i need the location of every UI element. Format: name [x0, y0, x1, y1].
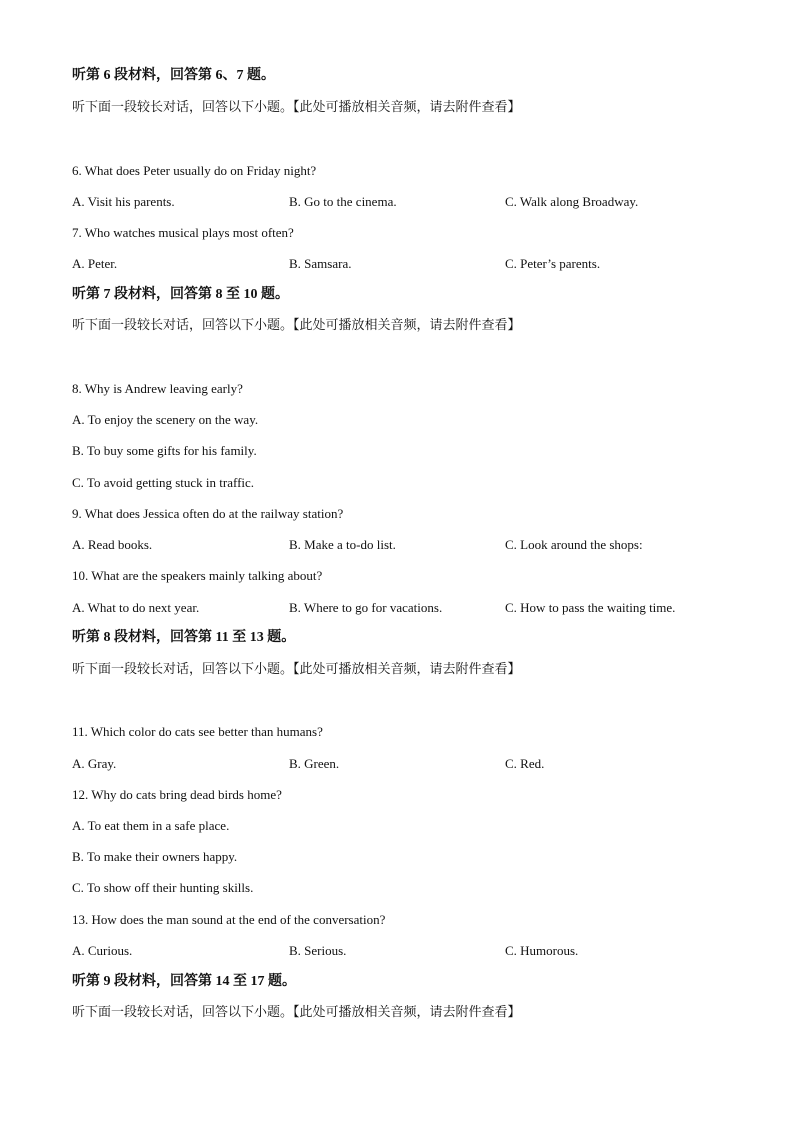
option-c: C. Humorous.	[505, 943, 579, 958]
section-heading: 听第 8 段材料，回答第 11 至 13 题。	[72, 630, 296, 645]
option-b: B. To buy some gifts for his family.	[72, 443, 257, 458]
question-text: 7. Who watches musical plays most often?	[72, 225, 294, 240]
question-text: 10. What are the speakers mainly talking about?	[72, 568, 323, 583]
option-a: A. Curious.	[72, 943, 133, 958]
option-b: B. Make a to-do list.	[289, 537, 396, 552]
option-c: C. To show off their hunting skills.	[72, 880, 254, 895]
section-instruction: 听下面一段较长对话，回答以下小题。【此处可播放相关音频，请去附件查看】	[72, 662, 521, 677]
option-a: A. What to do next year.	[72, 600, 200, 615]
option-b: B. Serious.	[289, 943, 347, 958]
section-instruction: 听下面一段较长对话，回答以下小题。【此处可播放相关音频，请去附件查看】	[72, 1005, 521, 1020]
question-text: 9. What does Jessica often do at the railway station?	[72, 506, 344, 521]
option-a: A. To eat them in a safe place.	[72, 818, 230, 833]
section-heading: 听第 7 段材料，回答第 8 至 10 题。	[72, 287, 289, 302]
section-heading: 听第 6 段材料，回答第 6、7 题。	[72, 68, 275, 83]
option-c: C. Walk along Broadway.	[505, 194, 639, 209]
option-b: B. Samsara.	[289, 256, 352, 271]
option-c: C. Peter’s parents.	[505, 256, 601, 271]
option-b: B. Green.	[289, 756, 340, 771]
question-text: 12. Why do cats bring dead birds home?	[72, 787, 282, 802]
question-text: 6. What does Peter usually do on Friday night?	[72, 163, 317, 178]
option-c: C. Red.	[505, 756, 545, 771]
option-b: B. To make their owners happy.	[72, 849, 238, 864]
section-heading: 听第 9 段材料，回答第 14 至 17 题。	[72, 974, 296, 989]
section-instruction: 听下面一段较长对话，回答以下小题。【此处可播放相关音频，请去附件查看】	[72, 100, 521, 115]
option-a: A. Gray.	[72, 756, 117, 771]
option-c: C. To avoid getting stuck in traffic.	[72, 475, 255, 490]
option-a: A. Peter.	[72, 256, 118, 271]
option-c: C. Look around the shops:	[505, 537, 643, 552]
question-text: 13. How does the man sound at the end of the conversation?	[72, 912, 386, 927]
option-a: A. Visit his parents.	[72, 194, 175, 209]
option-b: B. Go to the cinema.	[289, 194, 397, 209]
question-text: 8. Why is Andrew leaving early?	[72, 381, 243, 396]
option-a: A. Read books.	[72, 537, 153, 552]
section-instruction: 听下面一段较长对话，回答以下小题。【此处可播放相关音频，请去附件查看】	[72, 318, 521, 333]
option-b: B. Where to go for vacations.	[289, 600, 443, 615]
option-a: A. To enjoy the scenery on the way.	[72, 412, 259, 427]
option-c: C. How to pass the waiting time.	[505, 600, 676, 615]
question-text: 11. Which color do cats see better than humans?	[72, 724, 323, 739]
